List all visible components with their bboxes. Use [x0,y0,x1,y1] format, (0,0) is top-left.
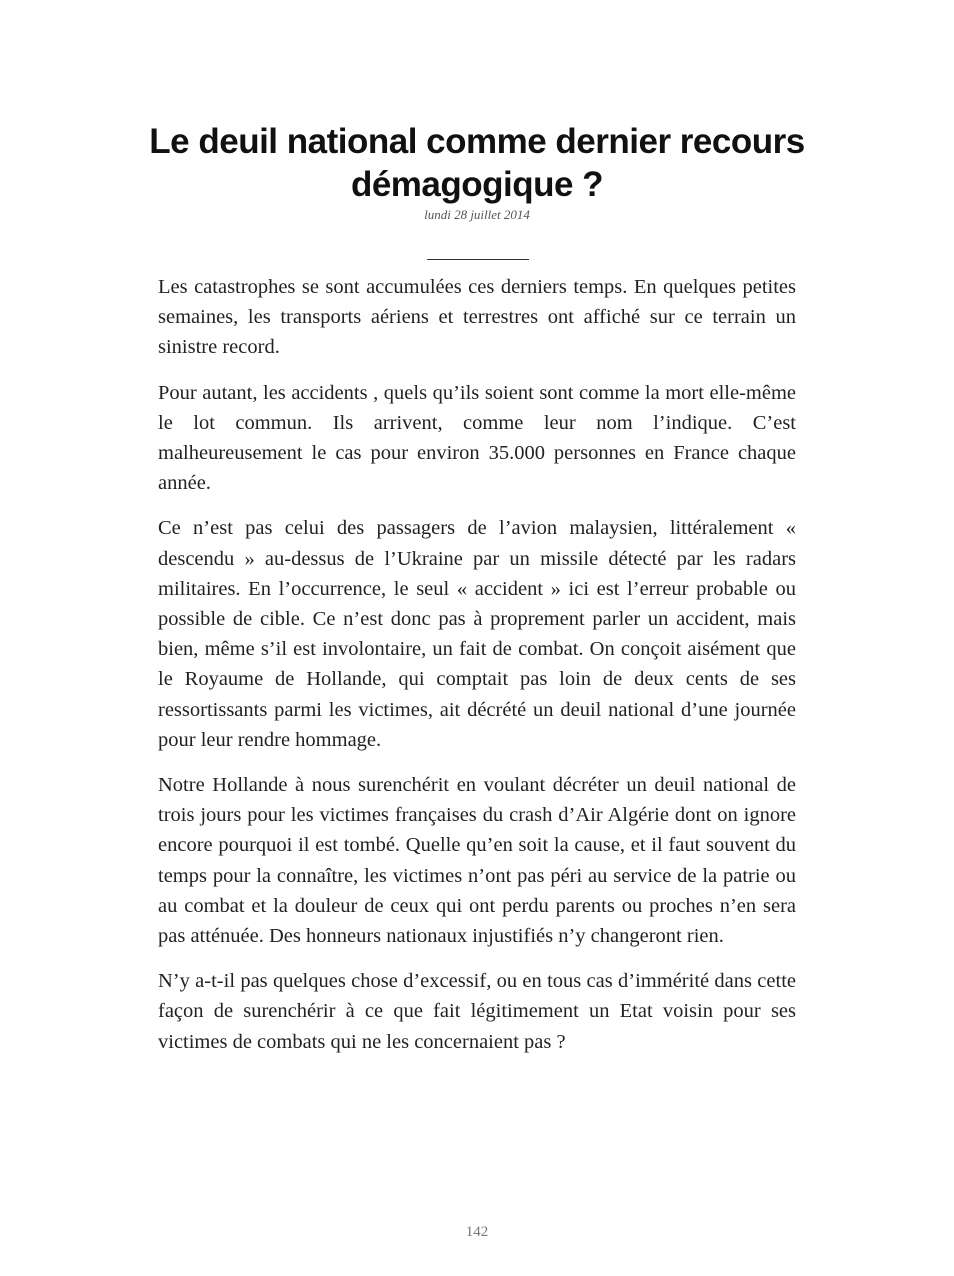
paragraph-2: Pour autant, les accidents , quels qu’ils soient sont comme la mort elle-même le lot commun. Ils arrivent, comme leur nom l’indique. C’est malheureusement le cas pour environ 35.000 personnes en France chaque année. [158,381,796,495]
page-number: 142 [465,1224,489,1240]
paragraph-5: N’y a-t-il pas quelques chose d’excessif, ou en tous cas d’immérité dans cette façon de surenchérir à ce que fait légitimement un Etat voisin pour ses victimes de combats qui ne les concernaient pas ? [158,970,796,1053]
title-separator [427,259,529,260]
paragraph-1: Les catastrophes se sont accumulées ces derniers temps. En quelques petites semaines, les transports aériens et terrestres ont affiché sur ce terrain un sinistre record. [158,276,796,359]
article-date: lundi 28 juillet 2014 [424,207,530,222]
article-body [158,272,796,1072]
paragraph-3: Ce n’est pas celui des passagers de l’avion malaysien, littéralement « descendu » au-dessus de l’Ukraine par un missile détecté par les radars militaires. En l’occurrence, le seul « accident » ici est l’erreur probable ou possible de cible. Ce n’est donc pas à proprement parler un accident, mais bien, même s’il est involontaire, un fait de combat. On conçoit aisément que le Royaume de Hollande, qui comptait pas loin de deux cents de ses ressortissants parmi les victimes, ait décrété un deuil national d’une journée pour leur rendre hommage. [158,517,796,751]
article-title: Le deuil national comme dernier recours démagogique ? [149,122,805,204]
paragraph-4: Notre Hollande à nous surenchérit en voulant décréter un deuil national de trois jours pour les victimes françaises du crash d’Air Algérie dont on ignore encore pourquoi il est tombé. Quelle qu’en soit la cause, et il faut souvent du temps pour la connaître, les victimes n’ont pas péri au service de la patrie ou au combat et la douleur de ceux qui ont perdu parents ou proches n’en sera pas atténuée. Des honneurs nationaux injustifiés n’y changeront rien. [158,774,796,948]
